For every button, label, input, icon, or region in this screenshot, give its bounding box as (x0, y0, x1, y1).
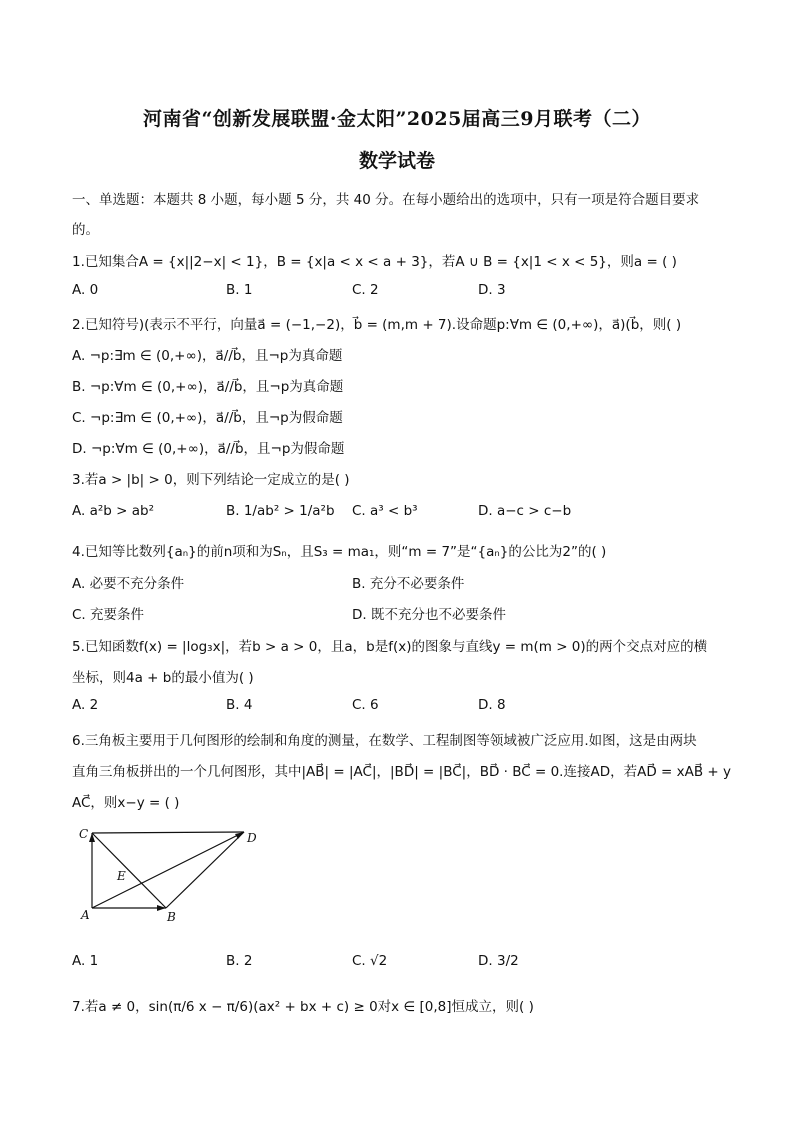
q1-option-b: B. 1 (226, 282, 253, 298)
q6-stem: 6.三角板主要用于几何图形的绘制和角度的测量，在数学、工程制图等领域被广泛应用.如图，这是由两块 (72, 733, 697, 749)
q5-stem: 5.已知函数f(x) = |log₃x|，若b > a > 0，且a，b是f(x)的图象与直线y = m(m > 0)的两个交点对应的横 (72, 639, 708, 655)
q5-stem-cont: 坐标，则4a + b的最小值为( ) (72, 670, 254, 686)
q2-stem: 2.已知符号)(表示不平行，向量a⃗ = (−1,−2)，b⃗ = (m,m + 7).设命题p:∀m ∈ (0,+∞)，a⃗)(b⃗，则( ) (72, 317, 682, 333)
q5-option-b: B. 4 (226, 697, 253, 713)
segment-ad (92, 832, 244, 908)
q3-option-d: D. a−c > c−b (478, 503, 572, 519)
q3-option-a: A. a²b > ab² (72, 503, 154, 519)
q6-stem-cont2: AC⃗，则x−y = ( ) (72, 795, 180, 811)
q6-option-d: D. 3/2 (478, 953, 519, 969)
exam-subtitle: 数学试卷 (358, 150, 435, 172)
q4-option-d: D. 既不充分也不必要条件 (352, 607, 506, 623)
q1-option-c: C. 2 (352, 282, 379, 298)
label-a: A (81, 908, 90, 922)
q6-option-a: A. 1 (72, 953, 99, 969)
q3-option-c: C. a³ < b³ (352, 503, 418, 519)
q4-stem: 4.已知等比数列{aₙ}的前n项和为Sₙ，且S₃ = ma₁，则“m = 7”是“{aₙ}的公比为2”的( ) (72, 544, 607, 560)
segment-cb (92, 833, 166, 908)
label-d: D (247, 831, 257, 845)
q2-option-d: D. ¬p:∀m ∈ (0,+∞)，a⃗//b⃗，且¬p为假命题 (72, 441, 345, 457)
q4-option-a: A. 必要不充分条件 (72, 576, 185, 592)
q6-option-b: B. 2 (226, 953, 253, 969)
label-c: C (79, 827, 89, 841)
label-b: B (167, 910, 176, 924)
q5-option-a: A. 2 (72, 697, 99, 713)
label-e: E (117, 869, 126, 883)
q5-option-c: C. 6 (352, 697, 379, 713)
q1-option-d: D. 3 (478, 282, 506, 298)
segment-bd (166, 832, 244, 908)
q2-option-b: B. ¬p:∀m ∈ (0,+∞)，a⃗//b⃗，且¬p为真命题 (72, 379, 344, 395)
segment-cd (92, 832, 244, 833)
q1-option-a: A. 0 (72, 282, 99, 298)
q7-stem: 7.若a ≠ 0，sin(π/6 x − π/6)(ax² + bx + c) ≥ 0对x ∈ [0,8]恒成立，则( ) (72, 999, 534, 1015)
q5-option-d: D. 8 (478, 697, 506, 713)
section-instructions: 一、单选题：本题共 8 小题，每小题 5 分，共 40 分。在每小题给出的选项中，只有一项是符合题目要求 (72, 192, 700, 208)
q2-option-c: C. ¬p:∃m ∈ (0,+∞)，a⃗//b⃗，且¬p为假命题 (72, 410, 343, 426)
q4-option-b: B. 充分不必要条件 (352, 576, 465, 592)
q1-stem: 1.已知集合A = {x||2−x| < 1}，B = {x|a < x < a + 3}，若A ∪ B = {x|1 < x < 5}，则a = ( ) (72, 254, 677, 270)
exam-title: 河南省“创新发展联盟·金太阳”2025届高三9月联考（二） (142, 108, 652, 130)
q2-option-a: A. ¬p:∃m ∈ (0,+∞)，a⃗//b⃗，且¬p为真命题 (72, 348, 343, 364)
arrowhead-d (235, 832, 244, 839)
q3-option-b: B. 1/ab² > 1/a²b (226, 503, 335, 519)
q3-stem: 3.若a > |b| > 0，则下列结论一定成立的是( ) (72, 472, 350, 488)
q6-stem-cont: 直角三角板拼出的一个几何图形，其中|AB⃗| = |AC⃗|，|BD⃗| = |BC⃗|，BD⃗ · BC⃗ = 0.连接AD，若AD⃗ = xAB⃗ + y (72, 764, 731, 780)
triangle-figure (70, 822, 270, 927)
q4-option-c: C. 充要条件 (72, 607, 145, 623)
q6-option-c: C. √2 (352, 953, 388, 969)
triangle-figure-svg (70, 822, 270, 927)
section-instructions-cont: 的。 (72, 222, 99, 238)
